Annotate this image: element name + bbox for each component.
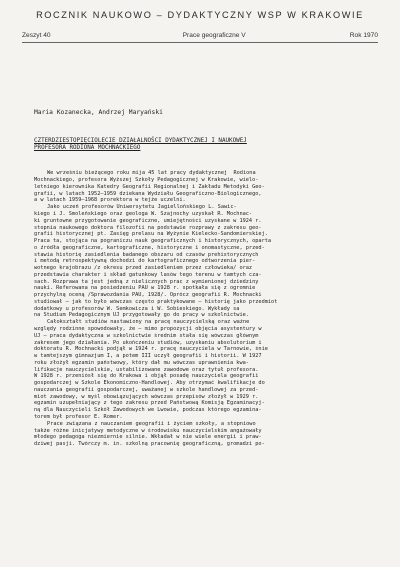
body-line: Jako uczeń profesorów Uniwersytetu Jagiellońskiego L. Sawic-: [47, 204, 237, 211]
body-line: zakresem jego działania. Po ukończeniu studiów, uzyskaniu absolutorium i: [34, 339, 262, 346]
article-body: [34, 170, 376, 447]
body-line: lifikacje nauczycielskie, ustabilizowane zawodowe oraz tytuł profesora.: [34, 366, 259, 373]
body-line: Mochnackiego, profesora Wyższej Szkoły Pedagogicznej w Krakowie, wielo-: [34, 177, 259, 184]
body-line: sach. Rozprawa ta jest jedną z nielicznych prac z wymienionej dziedziny: [34, 278, 259, 285]
body-line: młodego pedagoga niezmiernie silnie. Wkładał w nie wiele energii i praw-: [34, 434, 262, 441]
body-line: stawia historię zasiedlenia badanego obszaru od czasów prehistorycznych: [34, 251, 259, 258]
body-line: UJ – praca dydaktyczna w szkolnictwie średnim stała się wówczas głównym: [34, 332, 259, 339]
body-line: miot zawodowy, w myśl obowiązujących wówczas przepisów złożył w 1929 r.: [34, 393, 259, 400]
body-line: dziwej pasji. Twórczy m. in. szkolną pracownię geograficzną, gromadzi po-: [34, 441, 265, 448]
body-line: w tamtejszym gimnazjum I, a potem III uczył geografii i historii. W 1927: [34, 353, 262, 360]
body-line: studiował – jak to było wówczas często praktykowane – historię jako przedmiot: [34, 298, 278, 305]
body-line: nauki. Referowana na posiedzeniu PAU w 1928 r. spotkała się z ogromnie: [34, 285, 256, 292]
body-line: stopnia naukowego doktora filozofii na podstawie rozprawy z zakresu geo-: [34, 224, 262, 231]
body-line: grafii, w latach 1952–1959 dziekana Wydziału Geograficzno-Biologicznego,: [34, 190, 262, 197]
body-line: ki gruntowne przygotowanie geograficzne, umiejętności uzyskane w 1924 r.: [34, 217, 262, 224]
body-line: przedstawia charakter i skład gatunkowy lasów tego terenu w tamtych cza-: [34, 271, 262, 278]
body-line: W 1928 r. przeniósł się do Krakowa i objął posadę nauczyciela geografii: [34, 373, 259, 380]
body-line: Całokształt studiów nastawiony na pracę nauczycielską oraz ważne: [47, 319, 250, 326]
body-line: względy rodzinne spowodowały, że – mimo propozycji objęcia asystentury w: [34, 326, 262, 333]
body-line: także różne inicjatywy metodyczne w środowisku nauczycielskim angażowały: [34, 427, 262, 434]
publication-year: Rok 1970: [349, 32, 378, 39]
body-line: torem był profesor E. Romer.: [34, 413, 123, 420]
header-rule: [22, 42, 378, 43]
body-line: Praca ta, stojąca na pograniczu nauk geograficznych i historycznych, oparta: [34, 238, 272, 245]
body-line: kiego i J. Smoleńskiego oraz geologa W. Szajnochy uzyskał R. Mochnac-: [34, 211, 253, 217]
body-line: na Studium Pedagogicznym UJ przygotowały go do pracy w szkolnictwie.: [34, 312, 249, 319]
body-line: a w latach 1959–1968 prorektora w tejże uczelni.: [34, 197, 186, 204]
journal-title: ROCZNIK NAUKOWO – DYDAKTYCZNY WSP W KRAKOWIE: [36, 10, 364, 20]
body-line: letniego kierownika Katedry Geografii Regionalnej i Zakładu Metodyki Geo-: [34, 183, 265, 190]
body-line: nauczania geografii gospodarczej, uważanej w szkole handlowej za przed-: [34, 386, 259, 393]
body-line: ną dla Nauczycieli Szkół Zawodowych we Lwowie, podczas którego egzamina-: [34, 407, 262, 414]
article-title: [34, 138, 378, 152]
body-line: We wrześniu bieżącego roku mija 45 lat pracy dydaktycznej Rodiona: [47, 170, 256, 177]
issue-number: Zeszyt 40: [22, 32, 51, 39]
series-name: Prace geograficzne V: [182, 32, 246, 39]
body-line: roku złożył egzamin państwowy, który dał mu wówczas uprawnienia kwa-: [34, 359, 249, 366]
body-line: doktoratu R. Mochnacki podjął w 1924 r. pracę nauczyciela w Tarnowie, śnie: [34, 346, 268, 353]
body-line: gospodarczej w Szkole Ekonomiczno-Handlowej. Aby otrzymać kwalifikacje do: [34, 380, 265, 387]
article-authors: Maria Kozanecka, Andrzej Maryański: [34, 109, 163, 116]
body-line: dodatkowy u profesorów W. Semkowicza i W. Sobieskiego. Wykłady sa: [34, 305, 240, 312]
body-line: przychylną oceną /Sprawozdania PAU, 1928/. Oprócz geografii R. Mochnacki: [34, 292, 262, 299]
body-line: wotnego krajobrazu /z okresu przed zasiedleniem przez człowieka/ oraz: [34, 265, 253, 272]
issue-meta: [22, 32, 378, 39]
body-line: egzamin uzupełniający z tego zakresu przed Państwową Komisją Egzaminacyj-: [34, 400, 265, 407]
body-line: grafii historycznej pt. Zasięg prelasu na Wyżynie Kielecko-Sandomierskiej.: [34, 231, 268, 238]
body-line: i metodą retrospektywną dochodzi do kartograficznego odtworzenia pier-: [34, 258, 256, 265]
body-line: Prace związana z nauczaniem geografii i życiem szkoły, a stopniowo: [47, 420, 256, 427]
article-title-line: PROFESORA RODIONA MOCHNACKIEGO: [34, 145, 141, 152]
body-line: o źródła geograficzne, kartograficzne, historyczne i onomastyczne, przed-: [34, 244, 265, 251]
article-title-line: CZTERDZIESTOPIĘCIOLECIE DZIAŁALNOŚCI DYDAKTYCZNEJ I NAUKOWEJ: [34, 138, 247, 144]
